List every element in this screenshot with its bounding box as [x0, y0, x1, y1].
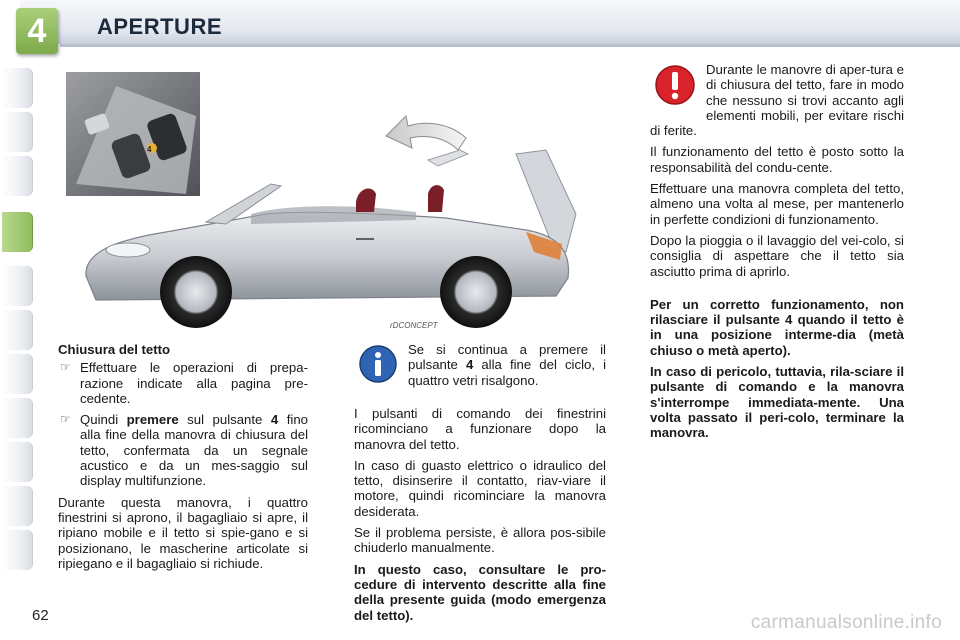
warning-note: [650, 62, 904, 138]
chapter-tab-6[interactable]: [2, 310, 33, 350]
header-rule: [60, 44, 960, 47]
pointing-hand-icon: ☞: [60, 360, 71, 375]
column-left: [58, 342, 308, 577]
body-paragraph: Effettuare una manovra completa del tetto, almeno una volta al mese, per mantenerlo in perfette condizioni di funzionamento.: [650, 181, 904, 227]
warning-icon: [654, 64, 696, 106]
figure-caption: rDCONCEPT: [390, 321, 438, 330]
info-text: Se si continua a premere il pulsante: [408, 342, 606, 373]
page-header: [0, 0, 960, 56]
pointing-hand-icon: ☞: [60, 412, 71, 427]
page-number: 62: [32, 607, 49, 624]
button-number: 4: [465, 357, 474, 373]
movement-arrow-icon: [386, 116, 466, 150]
bullet-text-emphasis: premere: [126, 412, 179, 428]
emphasis-paragraph: In caso di pericolo, tuttavia, rila-sciare il pulsante di comando e la manovra s'interrompe immediata-mente. Una volta passato il peri-colo, terminare la manovra.: [650, 364, 904, 441]
chapter-tab-10[interactable]: [2, 486, 33, 526]
info-icon: [358, 344, 398, 384]
chapter-tab-4-active[interactable]: [2, 212, 33, 252]
bullet-text: [80, 412, 308, 488]
body-paragraph: In caso di guasto elettrico o idraulico del tetto, disinserire il contatto, riav-viare il motore, quindi ricominciare la manovra desiderata.: [354, 457, 606, 519]
column-right: [650, 62, 904, 447]
info-note: [354, 342, 606, 390]
button-number: 4: [270, 412, 279, 428]
rear-wheel: [440, 256, 512, 328]
bullet-item: [58, 360, 308, 406]
roof-closing-illustration: [56, 64, 604, 336]
warning-text: Durante le manovre di aper-tura e di chiusura del tetto, fare in modo che nessuno si trovi accanto agli elementi mobili, per evitare rischi di ferite.: [650, 62, 904, 139]
chapter-tab-3[interactable]: [2, 156, 33, 196]
chapter-tab-11[interactable]: [2, 530, 33, 570]
bullet-text: Effettuare le operazioni di prepa-razione indicate alla pagina pre-cedente.: [80, 360, 308, 406]
body-paragraph: Il funzionamento del tetto è posto sotto la responsabilità del condu-cente.: [650, 144, 904, 175]
column-middle: [354, 342, 606, 629]
chapter-tab-2[interactable]: [2, 112, 33, 152]
bullet-text-part: fino alla fine della manovra di chiusura del tetto, confermata da un segnale acustico e da un mes-saggio sul display multifunzione.: [80, 412, 308, 489]
chapter-tab-5[interactable]: [2, 266, 33, 306]
bullet-text-part: sul pulsante: [178, 412, 271, 428]
chapter-number-badge: 4: [16, 8, 58, 54]
headlight: [106, 243, 150, 257]
chapter-title: APERTURE: [97, 14, 223, 39]
body-paragraph: Durante questa manovra, i quattro finestrini si aprono, il bagagliaio si apre, il ripiano mobile e il tetto si spie-gano e si posizionano, le mascherine articolate si ripiegano e il bagagliaio si richiude.: [58, 494, 308, 571]
front-seat: [356, 188, 376, 212]
chapter-tab-1[interactable]: [2, 68, 33, 108]
convertible-car-icon: [86, 184, 569, 328]
body-paragraph: Se il problema persiste, è allora pos-sibile chiuderlo manualmente.: [354, 525, 606, 556]
watermark: carmanualsonline.info: [750, 612, 942, 633]
switch-4-label: 4: [147, 145, 152, 154]
roof-panel-front: [428, 150, 468, 166]
chapter-tab-7[interactable]: [2, 354, 33, 394]
body-paragraph: Dopo la pioggia o il lavaggio del vei-colo, si consiglia di aspettare che il tetto sia asciutto prima di aprirlo.: [650, 232, 904, 279]
chapter-tab-8[interactable]: [2, 398, 33, 438]
front-wheel: [160, 256, 232, 328]
chapter-tab-9[interactable]: [2, 442, 33, 482]
emphasis-paragraph: In questo caso, consultare le pro-cedure di intervento descritte alla fine della presente guida (modo emergenza del tetto).: [354, 561, 606, 623]
emphasis-paragraph: Per un corretto funzionamento, non rilasciare il pulsante 4 quando il tetto è in una posizione interme-dia (metà chiuso o metà aperto).: [650, 296, 904, 358]
spacer: [650, 285, 904, 297]
bullet-text-part: Quindi: [80, 412, 127, 428]
section-heading: Chiusura del tetto: [58, 342, 171, 357]
info-text: alla fine del ciclo, i quattro vetri risalgono.: [408, 357, 606, 388]
body-paragraph: I pulsanti di comando dei finestrini ricominciano a funzionare dopo la manovra del tetto.: [354, 406, 606, 452]
console-switch-inset: [66, 72, 200, 196]
bullet-item: [58, 412, 308, 488]
rear-seat: [428, 185, 444, 212]
